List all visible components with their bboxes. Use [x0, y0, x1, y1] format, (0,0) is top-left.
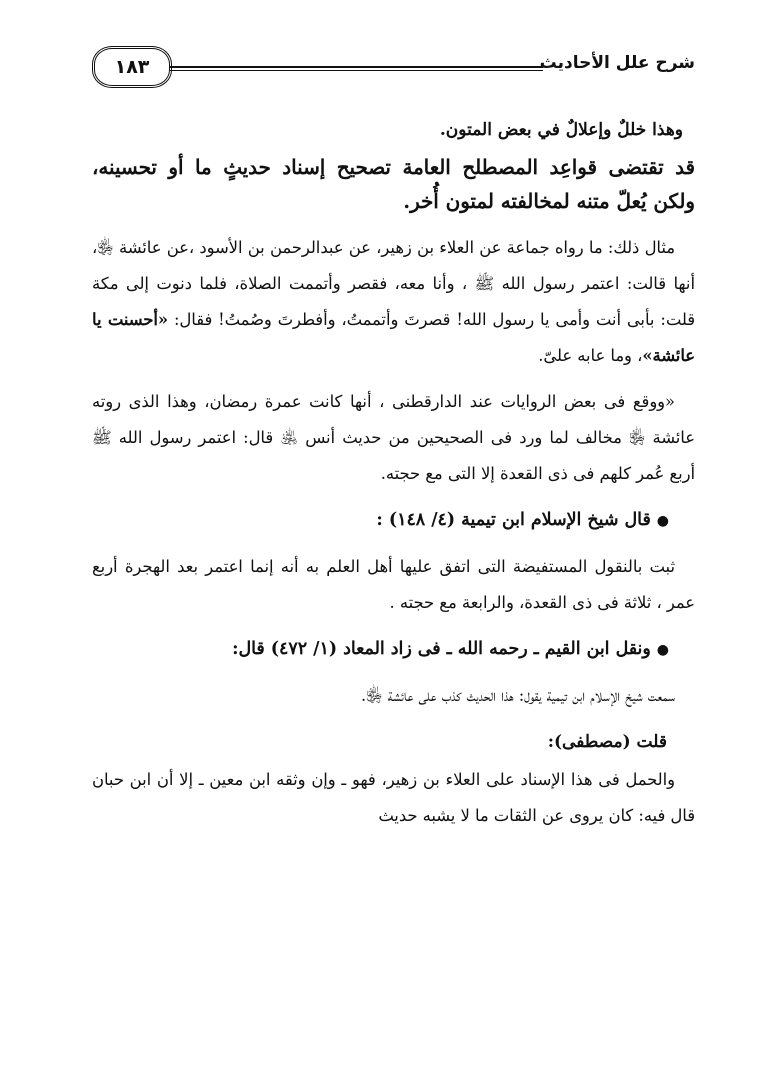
ibn-taymiyya-paragraph [92, 549, 695, 621]
example-paragraph [92, 230, 695, 374]
header-rule [170, 66, 543, 71]
example-quote: «أحسنت يا عائشة» [92, 310, 695, 365]
running-header [92, 44, 695, 94]
ibn-qayyim-heading-text: ونقل ابن القيم ـ رحمه الله ـ فى زاد المعاد (١/ ٤٧٢) قال: [232, 639, 651, 659]
page-content [92, 112, 695, 844]
ibn-taymiyya-text: ثبت بالنقول المستفيضة التى اتفق عليها أهل العلم به أنه إنما اعتمر بعد الهجرة أربع عمر ، ثلاثة فى ذى القعدة، والرابعة مع حجته . [92, 557, 695, 612]
ibn-qayyim-heading [92, 631, 695, 668]
example-tail: ، وما عابه علىّ. [538, 346, 643, 365]
ibn-qayyim-paragraph [92, 678, 695, 714]
bold-statement: قد تقتضى قواعِد المصطلح العامة تصحيح إسناد حديثٍ ما أو تحسينه، ولكن يُعلّ متنه لمخالفته لمتون أُخر. [92, 155, 695, 213]
daraqutni-text: «ووقع فى بعض الروايات عند الدارقطنى ، أنها كانت عمرة رمضان، وهذا الذى روته عائشة ﵂ مخالف لما ورد فى الصحيحين من حديث أنس ﵁ قال: اعتمر رسول الله ﷺ أربع عُمر كلهم فى ذى القعدة إلا التى مع حجته. [92, 392, 695, 483]
page-number: ١٨٣ [92, 46, 172, 88]
ibn-taymiyya-heading [92, 502, 695, 539]
header-title: شرح علل الأحاديث [539, 53, 695, 73]
bullet-icon: ● [656, 513, 669, 529]
bullet-icon: ● [656, 642, 669, 658]
qult-heading: قلت (مصطفى): [547, 732, 667, 752]
ibn-taymiyya-heading-text: قال شيخ الإسلام ابن تيمية (٤/ ١٤٨) : [376, 510, 651, 530]
intro-line: وهذا خللٌ وإعلالٌ في بعض المتون. [439, 120, 683, 140]
example-text: ما رواه جماعة عن العلاء بن زهير، عن عبدالرحمن بن الأسود ،عن عائشة ﵂، أنها قالت: اعتمر رسول الله ﷺ ، وأنا معه، فقصر وأتممت الصلاة، فلما دنوت إلى مكة قلت: بأبى أنت وأمى يا رسول الله! قصرتَ وأتممتُ، وأفطرتَ وصُمتُ! فقال: [92, 238, 695, 329]
ibn-qayyim-text: سمعت شيخ الإسلام ابن تيمية يقول: هذا الحديث كذب على عائشة ﵂. [360, 686, 675, 705]
daraqutni-paragraph [92, 384, 695, 492]
qult-paragraph [92, 762, 695, 834]
example-lead: مثال ذلك: [602, 238, 675, 257]
qult-text: والحمل فى هذا الإسناد على العلاء بن زهير، فهو ـ وإن وثقه ابن معين ـ إلا أن ابن حبان قال فيه: كان يروى عن الثقات ما لا يشبه حديث [92, 770, 695, 825]
